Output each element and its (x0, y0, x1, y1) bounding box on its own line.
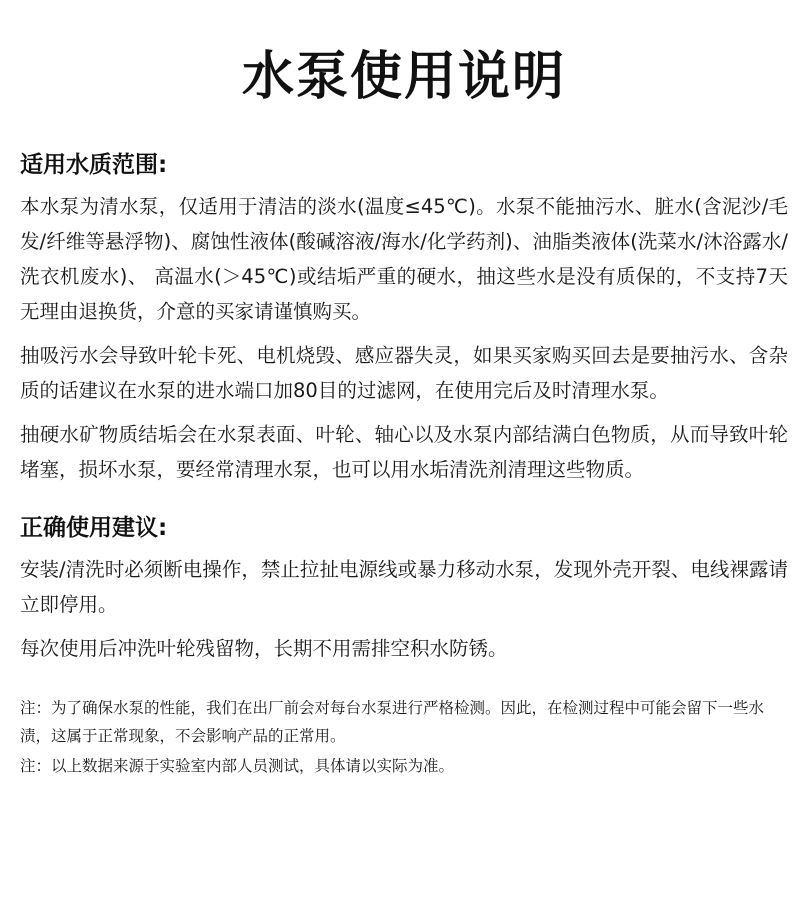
usage-advice-section (20, 513, 788, 666)
water-quality-heading: 适用水质范围: (20, 152, 168, 178)
water-quality-section (20, 150, 788, 487)
installation-safety-paragraph: 安装/清洗时必须断电操作，禁止拉扯电源线或暴力移动水泵，发现外壳开裂、电线裸露请立即停用。 (20, 558, 788, 616)
usage-advice-body (20, 552, 788, 666)
inspection-note: 注：为了确保水泵的性能，我们在出厂前会对每台水泵进行严格检测。因此，在检测过程中可能会留下一些水渍，这属于正常现象，不会影响产品的正常用。 (20, 699, 765, 745)
hard-water-paragraph: 抽硬水矿物质结垢会在水泵表面、叶轮、轴心以及水泵内部结满白色物质，从而导致叶轮堵塞，损坏水泵，要经常清理水泵，也可以用水垢清洗剂清理这些物质。 (20, 423, 788, 481)
usage-advice-heading: 正确使用建议: (20, 515, 168, 541)
data-source-note: 注：以上数据来源于实验室内部人员测试，具体请以实际为准。 (20, 757, 455, 775)
sewage-warning-paragraph: 抽吸污水会导致叶轮卡死、电机烧毁、感应器失灵，如果买家购买回去是要抽污水、含杂质的话建议在水泵的进水端口加80目的过滤网，在使用完后及时清理水泵。 (20, 344, 788, 402)
water-quality-paragraph: 本水泵为清水泵，仅适用于清洁的淡水(温度≤45℃)。水泵不能抽污水、脏水(含泥沙/毛发/纤维等悬浮物)、腐蚀性液体(酸碱溶液/海水/化学药剂)、油脂类液体(洗菜水/沐浴露水/洗衣机废水)、 高温水(＞45℃)或结垢严重的硬水，抽这些水是没有质保的，不支持7天无理由退换货，介意的买家请谨慎购买。 (20, 195, 788, 323)
notes-block (20, 694, 788, 780)
page-title: 水泵使用说明 (241, 47, 566, 107)
maintenance-paragraph: 每次使用后冲洗叶轮残留物，长期不用需排空积水防锈。 (20, 637, 508, 660)
water-quality-body (20, 189, 788, 487)
